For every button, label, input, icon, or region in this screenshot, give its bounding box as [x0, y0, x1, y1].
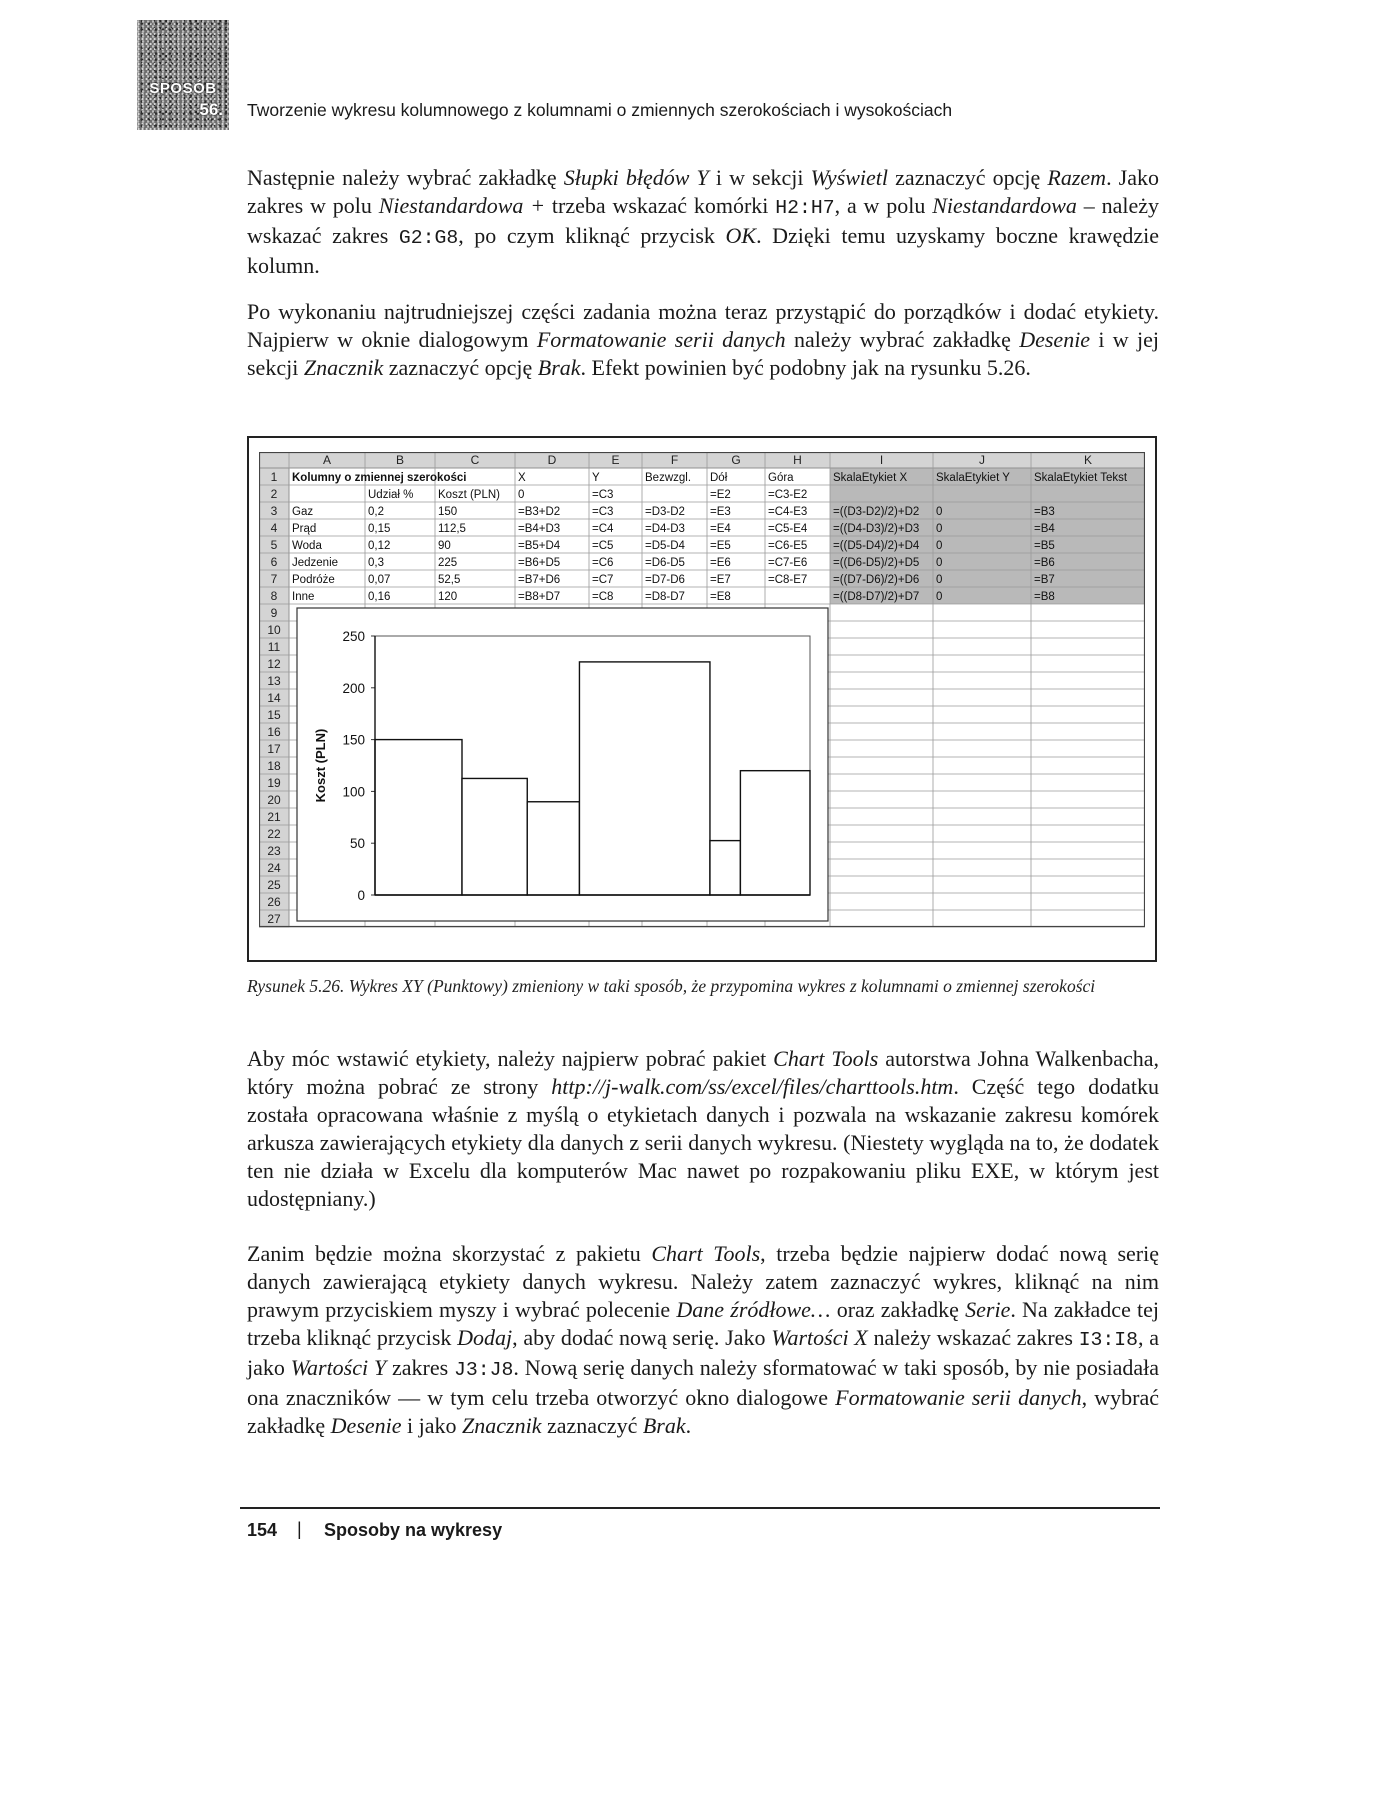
row-number: 12: [267, 657, 281, 671]
cell-value: =C3-E2: [768, 489, 808, 501]
row-number: 6: [270, 555, 278, 569]
column-header-i: I: [879, 453, 884, 467]
column-header-f: F: [670, 453, 679, 467]
cell-value: =C5-E4: [768, 523, 808, 535]
cell-value: Udział %: [368, 489, 414, 501]
cell-value: =((D4-D3)/2)+D3: [833, 523, 920, 535]
cell-value: =E5: [710, 540, 731, 552]
book-title: Sposoby na wykresy: [324, 1520, 503, 1540]
row-number: 3: [270, 504, 278, 518]
bar: [740, 771, 810, 895]
column-header-a: A: [322, 453, 332, 467]
row-number: 18: [267, 759, 281, 773]
row-number: 17: [267, 742, 281, 756]
cell-value: =C6-E5: [768, 540, 808, 552]
cell-value: 0,07: [368, 574, 391, 586]
cell-value: =C7: [592, 574, 614, 586]
paragraph-3: Aby móc wstawić etykiety, należy najpierw pobrać pakiet Chart Tools autorstwa Johna Walkenbacha, który można pobrać ze strony http://j-walk.com/ss/excel/files/charttools.htm. Część tego dodatku została opracowana właśnie z myślą o etykietach danych i pozwala na wskazanie zakresu komórek arkusza zawierających etykiety dla danych z serii danych wykresu. (Niestety wygląda na to, że dodatek ten nie działa w Excelu dla komputerów Mac nawet po rozpakowaniu pliku EXE, w którym jest udostępniany.): [247, 1046, 1159, 1211]
cell-value: Koszt (PLN): [438, 489, 500, 501]
cell-value: =B7+D6: [518, 574, 561, 586]
cell-value: 0: [936, 540, 943, 552]
figure-5-26: [247, 436, 1157, 962]
cell-value: SkalaEtykiet Y: [936, 472, 1010, 484]
y-tick-label: 200: [342, 680, 365, 696]
figure-caption: Rysunek 5.26. Wykres XY (Punktowy) zmieniony w taki sposób, że przypomina wykres z kolumnami o zmiennej szerokości: [247, 976, 1096, 996]
cell-value: 90: [438, 540, 451, 552]
cell-value: X: [518, 472, 526, 484]
cell-value: =E8: [710, 591, 731, 603]
row-number: 13: [267, 674, 281, 688]
cell-value: Bezwzgl.: [645, 472, 692, 484]
cell-value: =E3: [710, 506, 731, 518]
chapter-badge: [137, 20, 229, 130]
cell-value: Góra: [768, 472, 794, 484]
column-header-bar: [259, 452, 1145, 468]
cell-value: =C5: [592, 540, 614, 552]
cell-value: =B3+D2: [518, 506, 561, 518]
cell-value: SkalaEtykiet Tekst: [1034, 472, 1128, 484]
cell-value: =B5+D4: [518, 540, 561, 552]
cell-value: =B5: [1034, 540, 1055, 552]
row-number: 20: [267, 793, 281, 807]
cell-value: 0,16: [368, 591, 391, 603]
row-number: 16: [267, 725, 281, 739]
cell-value: =E7: [710, 574, 731, 586]
bar: [375, 740, 462, 895]
column-header-c: C: [470, 453, 480, 467]
cell-value: Inne: [292, 591, 315, 603]
spreadsheet-screenshot: [259, 452, 1145, 948]
cell-value: 225: [438, 557, 458, 569]
cell-value: =((D7-D6)/2)+D6: [833, 574, 920, 586]
page-number: 154: [247, 1520, 278, 1540]
cell-value: =C8: [592, 591, 614, 603]
bar: [462, 778, 527, 895]
cell-value: Dół: [710, 472, 728, 484]
column-header-b: B: [395, 453, 405, 467]
footer-rule: [240, 1507, 1160, 1509]
cell-value: =E2: [710, 489, 731, 501]
row-number: 4: [270, 521, 278, 535]
cell-value: 52,5: [438, 574, 461, 586]
row-number: 7: [270, 572, 278, 586]
row-number: 27: [267, 912, 281, 926]
y-tick-label: 0: [357, 888, 365, 903]
y-tick-label: 150: [342, 732, 365, 748]
cell-value: =B8: [1034, 591, 1055, 603]
cell-value: 120: [438, 591, 458, 603]
cell-value: =((D6-D5)/2)+D5: [833, 557, 920, 569]
row-number: 21: [267, 810, 281, 824]
cell-value: =((D5-D4)/2)+D4: [833, 540, 920, 552]
y-axis-label: Koszt (PLN): [313, 728, 328, 803]
cell-value: =C7-E6: [768, 557, 808, 569]
cell-value: =D3-D2: [645, 506, 685, 518]
cell-value: SkalaEtykiet X: [833, 472, 908, 484]
badge-number: 56.: [199, 100, 223, 119]
cell-value: =B3: [1034, 506, 1055, 518]
cell-value: =B4+D3: [518, 523, 561, 535]
row-number: 25: [267, 878, 281, 892]
cell-value: Gaz: [292, 506, 314, 518]
column-header-j: J: [979, 453, 985, 467]
row-number: 14: [267, 691, 281, 705]
cell-value: Jedzenie: [292, 557, 339, 569]
footer-separator: |: [297, 1519, 302, 1539]
cell-value: =D5-D4: [645, 540, 685, 552]
row-number: 24: [267, 861, 281, 875]
row-number: 15: [267, 708, 281, 722]
badge-label: SPOSÓB: [149, 80, 217, 97]
cell-value: 0,2: [368, 506, 384, 518]
row-number: 1: [270, 470, 278, 484]
paragraph-4: Zanim będzie można skorzystać z pakietu Chart Tools, trzeba będzie najpierw dodać nową serię danych zawierającą etykiety danych wykresu. Należy zatem zaznaczyć wykres, kliknąć na nim prawym przyciskiem myszy i wybrać polecenie Dane źródłowe… oraz zakładkę Serie. Na zakładce tej trzeba kliknąć przycisk Dodaj, aby dodać nową serię. Jako Wartości X należy wskazać zakres I3:I8, a jako Wartości Y zakres J3:J8. Nową serię danych należy sformatować w taki sposób, by nie posiadała ona znaczników — w tym celu trzeba otworzyć okno dialogowe Formatowanie serii danych, wybrać zakładkę Desenie i jako Znacznik zaznaczyć Brak.: [247, 1241, 1160, 1438]
y-tick-label: 50: [349, 836, 365, 852]
paragraph-1: Następnie należy wybrać zakładkę Słupki błędów Y i w sekcji Wyświetl zaznaczyć opcję Razem. Jako zakres w polu Niestandardowa + trzeba wskazać komórki H2:H7, a w polu Niestandardowa – należy wskazać zakres G2:G8, po czym kliknąć przycisk OK. Dzięki temu uzyskamy boczne krawędzie kolumn.: [247, 165, 1160, 278]
cell-value: =D4-D3: [645, 523, 685, 535]
row-number: 22: [267, 827, 281, 841]
cell-value: =D8-D7: [645, 591, 685, 603]
cell-value: =E6: [710, 557, 731, 569]
row-number: 10: [267, 623, 281, 637]
bar: [579, 662, 710, 895]
cell-value: =D7-D6: [645, 574, 685, 586]
bar: [527, 802, 579, 895]
y-tick-label: 250: [342, 629, 365, 644]
cell-value: =((D3-D2)/2)+D2: [833, 506, 920, 518]
cell-value: =C4: [592, 523, 614, 535]
column-header-d: D: [547, 453, 557, 467]
cell-value: 0: [936, 523, 943, 535]
cell-value: =C8-E7: [768, 574, 808, 586]
cell-value: 0,12: [368, 540, 391, 552]
cell-value: =C6: [592, 557, 614, 569]
cell-value: 0: [936, 557, 943, 569]
cell-value: =B6+D5: [518, 557, 561, 569]
paragraph-2: Po wykonaniu najtrudniejszej części zadania można teraz przystąpić do porządków i dodać etykiety. Najpierw w oknie dialogowym Formatowanie serii danych należy wybrać zakładkę Desenie i w jej sekcji Znacznik zaznaczyć opcję Brak. Efekt powinien być podobny jak na rysunku 5.26.: [247, 299, 1159, 380]
cell-value: Woda: [292, 540, 322, 552]
cell-value: Kolumny o zmiennej szerokości: [292, 472, 467, 484]
y-tick-label: 100: [342, 784, 365, 800]
cell-value: =B7: [1034, 574, 1055, 586]
cell-value: =C3: [592, 489, 614, 501]
bar: [710, 841, 740, 895]
cell-value: 150: [438, 506, 458, 518]
cell-value: 0: [936, 591, 943, 603]
column-header-k: K: [1083, 453, 1093, 467]
cell-value: =B6: [1034, 557, 1055, 569]
cell-value: 0,15: [368, 523, 391, 535]
cell-value: =B8+D7: [518, 591, 561, 603]
column-header-h: H: [793, 453, 802, 467]
row-number: 9: [270, 606, 278, 620]
cell-value: Prąd: [292, 523, 317, 535]
spreadsheet-canvas: [259, 452, 1145, 948]
cell-value: =((D8-D7)/2)+D7: [833, 591, 920, 603]
cell-value: =D6-D5: [645, 557, 685, 569]
row-number: 11: [267, 640, 281, 654]
cell-value: =C4-E3: [768, 506, 808, 518]
cell-value: =C3: [592, 506, 614, 518]
cell-value: 112,5: [438, 523, 466, 535]
cell-value: 0: [936, 574, 943, 586]
row-number: 5: [270, 538, 278, 552]
running-title: Tworzenie wykresu kolumnowego z kolumnami o zmiennych szerokościach i wysokościach: [247, 100, 953, 120]
cell-value: 0,3: [368, 557, 384, 569]
row-number: 19: [267, 776, 281, 790]
cell-value: 0: [518, 489, 525, 501]
row-number: 8: [270, 589, 278, 603]
cell-value: Podróże: [292, 574, 335, 586]
cell-value: Y: [592, 472, 600, 484]
row-number: 26: [267, 895, 281, 909]
cell-value: =B4: [1034, 523, 1055, 535]
column-header-g: G: [731, 453, 741, 467]
cell-value: 0: [936, 506, 943, 518]
row-number: 23: [267, 844, 281, 858]
row-number: 2: [270, 487, 278, 501]
cell-value: =E4: [710, 523, 731, 535]
charttools-url: http://j-walk.com/ss/excel/files/charttools.htm: [551, 1074, 954, 1099]
column-header-e: E: [611, 453, 620, 467]
